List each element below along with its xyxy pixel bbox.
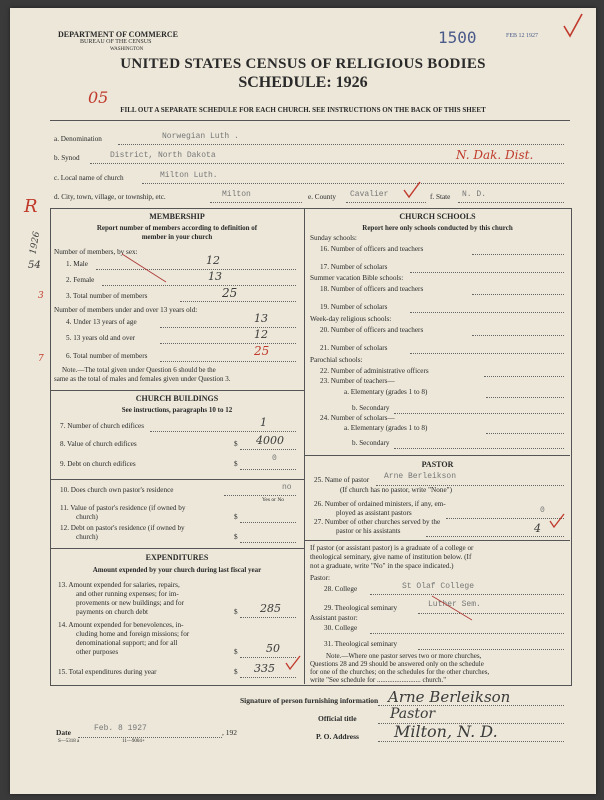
bureau-name: BUREAU OF THE CENSUS xyxy=(80,39,152,45)
city-label: d. City, town, village, or township, etc. xyxy=(54,193,166,201)
schedule-title: SCHEDULE: 1926 xyxy=(238,74,368,91)
pastor-note-1: Note.—Where one pastor serves two or more churches, xyxy=(326,652,482,660)
q14-value: 50 xyxy=(266,642,280,655)
county-label: e. County xyxy=(308,193,336,201)
red-margin-note: 05 xyxy=(88,88,109,107)
synod-label: b. Synod xyxy=(54,154,80,162)
q26-line-1: 26. Number of ordained ministers, if any, em- xyxy=(314,500,446,508)
q15-value: 335 xyxy=(254,662,275,675)
q9-dollar: $ xyxy=(234,460,238,468)
po-address-label: P. O. Address xyxy=(316,732,359,741)
q28-value: St Olaf College xyxy=(402,582,475,591)
q20-label: 20. Number of officers and teachers xyxy=(320,326,424,334)
signature-value: Arne Berleikson xyxy=(388,688,511,706)
pastor-note-3: for one of the churches; on the schedules for the other churches, xyxy=(310,668,490,676)
female-value: 13 xyxy=(208,270,222,283)
state-label: f. State xyxy=(430,193,451,201)
q15-label: 15. Total expenditures during year xyxy=(58,668,157,676)
q22-label: 22. Number of administrative officers xyxy=(320,367,429,375)
q14-line-1: 14. Amount expended for benevolences, in- xyxy=(58,621,184,629)
q10-label: 10. Does church own pastor's residence xyxy=(60,486,174,494)
membership-title: MEMBERSHIP xyxy=(149,212,205,221)
city-value: Milton xyxy=(222,190,251,199)
q13-value: 285 xyxy=(260,602,281,615)
expenditures-sub: Amount expended by your church during last fiscal year xyxy=(92,566,262,574)
q27-line-1: 27. Number of other churches served by the xyxy=(314,518,441,526)
q8-value: 4000 xyxy=(256,434,284,447)
total-6-label: 6. Total number of members xyxy=(66,352,148,360)
assistant-subhead: Assistant pastor: xyxy=(310,614,358,622)
under-13-label: 4. Under 13 years of age xyxy=(66,318,137,326)
over-13-value: 12 xyxy=(254,328,268,341)
summer-heading: Summer vacation Bible schools: xyxy=(310,274,404,282)
q12-label-2: church) xyxy=(76,533,98,541)
form-number: S—5318 a xyxy=(58,739,80,744)
q23b-label: b. Secondary xyxy=(352,404,390,412)
q16-label: 16. Number of officers and teachers xyxy=(320,245,424,253)
q14-line-4: other purposes xyxy=(76,648,119,656)
q31-label: 31. Theological seminary xyxy=(324,640,398,648)
signature-label: Signature of person furnishing information xyxy=(240,696,379,705)
form-title: UNITED STATES CENSUS OF RELIGIOUS BODIES xyxy=(120,56,486,72)
age-heading: Number of members under and over 13 years old: xyxy=(54,306,198,314)
q14-dollar: $ xyxy=(234,648,238,656)
under-13-value: 13 xyxy=(254,312,268,325)
membership-note-1: Note.—The total given under Question 6 should be the xyxy=(62,366,216,374)
po-address-value: Milton, N. D. xyxy=(394,722,498,741)
buildings-sub: See instructions, paragraphs 10 to 12 xyxy=(121,406,233,414)
official-title-label: Official title xyxy=(318,714,357,723)
q27-value: 4 xyxy=(534,522,541,535)
q7-label: 7. Number of church edifices xyxy=(60,422,145,430)
expenditures-title: EXPENDITURES xyxy=(145,553,209,562)
q8-dollar: $ xyxy=(234,440,238,448)
pen-stroke-icon xyxy=(120,252,170,286)
census-schedule-sheet xyxy=(10,8,596,794)
q24a-label: a. Elementary (grades 1 to 8) xyxy=(344,424,428,432)
pen-stroke-icon xyxy=(430,594,476,624)
print-number: 11—9004+ xyxy=(122,739,145,744)
instruction-line: FILL OUT A SEPARATE SCHEDULE FOR EACH CHURCH. SEE INSTRUCTIONS ON THE BACK OF THIS SHEET xyxy=(120,106,486,114)
local-name-label: c. Local name of church xyxy=(54,174,124,182)
q12-label-1: 12. Debt on pastor's residence (if owned by xyxy=(60,524,185,532)
q14-line-2: cluding home and foreign missions; for xyxy=(76,630,190,638)
q28-label: 28. College xyxy=(324,585,358,593)
department-name: DEPARTMENT OF COMMERCE xyxy=(58,30,179,39)
red-check-mark-icon xyxy=(562,12,584,40)
date-value: Feb. 8 1927 xyxy=(94,724,147,733)
total-members-value: 25 xyxy=(222,286,238,300)
q26-value: 0 xyxy=(540,506,545,515)
denomination-label: a. Denomination xyxy=(54,135,102,143)
q29-label: 29. Theological seminary xyxy=(324,604,398,612)
q11-label-2: church) xyxy=(76,513,98,521)
q24b-label: b. Secondary xyxy=(352,439,390,447)
q13-line-1: 13. Amount expended for salaries, repairs, xyxy=(58,581,180,589)
q29-value: Luther Sem. xyxy=(428,600,481,609)
total-members-label: 3. Total number of members xyxy=(66,292,148,300)
weekday-heading: Week-day religious schools: xyxy=(310,315,392,323)
parochial-heading: Parochial schools: xyxy=(310,356,363,364)
state-value: N. D. xyxy=(462,190,487,199)
margin-7: 7 xyxy=(38,354,44,364)
q24-label: 24. Number of scholars— xyxy=(320,414,395,422)
bureau-city: WASHINGTON xyxy=(110,47,144,52)
pastor-subhead: Pastor: xyxy=(310,574,330,582)
synod-value: District, North Dakota xyxy=(110,151,216,160)
male-value: 12 xyxy=(206,254,220,267)
red-tick-icon xyxy=(548,512,566,530)
q17-label: 17. Number of scholars xyxy=(320,263,388,271)
margin-year: 1926 xyxy=(28,230,43,256)
local-name-value: Milton Luth. xyxy=(160,171,218,180)
pastor-note-2: Questions 28 and 29 should be answered only on the schedule xyxy=(310,660,484,668)
q12-dollar: $ xyxy=(234,533,238,541)
pastor-note-4: write "See schedule for ......................... church." xyxy=(310,676,447,684)
graduate-note-3: not a graduate, write "No" in the space indicated.) xyxy=(310,562,454,570)
stamp-number: 1500 xyxy=(438,28,477,47)
q13-line-2: and other running expenses; for im- xyxy=(76,590,179,598)
margin-54: 54 xyxy=(28,260,41,271)
schools-sub: Report here only schools conducted by this church xyxy=(362,224,513,232)
q30-label: 30. College xyxy=(324,624,358,632)
membership-sub2: member in your church xyxy=(141,233,213,241)
county-value: Cavalier xyxy=(350,190,389,199)
female-label: 2. Female xyxy=(66,276,95,284)
date-label: Date xyxy=(56,728,71,737)
date-year-suffix: , 192 xyxy=(222,728,237,737)
total-6-value: 25 xyxy=(254,344,270,358)
synod-red-annotation: N. Dak. Dist. xyxy=(456,148,534,162)
q27-line-2: pastor or his assistants xyxy=(336,527,401,535)
margin-r: R xyxy=(24,196,38,217)
q7-value: 1 xyxy=(260,416,267,429)
red-tick-icon xyxy=(284,654,302,672)
q21-label: 21. Number of scholars xyxy=(320,344,388,352)
q18-label: 18. Number of officers and teachers xyxy=(320,285,424,293)
by-sex-heading: Number of members, by sex: xyxy=(54,248,138,256)
q14-line-3: denominational support; and for all xyxy=(76,639,178,647)
pastor-title: PASTOR xyxy=(421,460,454,469)
yes-or-no-hint: Yes or No xyxy=(262,497,285,503)
q11-label-1: 11. Value of pastor's residence (if owned by xyxy=(60,504,186,512)
graduate-note-2: theological seminary, give name of institution below. (If xyxy=(310,553,472,561)
q25-label: 25. Name of pastor xyxy=(314,476,370,484)
q25-hint: (If church has no pastor, write "None") xyxy=(340,486,452,494)
q23a-label: a. Elementary (grades 1 to 8) xyxy=(344,388,428,396)
male-label: 1. Male xyxy=(66,260,88,268)
q13-line-3: provements or new buildings; and for xyxy=(76,599,184,607)
membership-note-2: same as the total of males and females given under Question 3. xyxy=(54,375,231,383)
membership-sub1: Report number of members according to definition of xyxy=(96,224,258,232)
q25-value: Arne Berleikson xyxy=(384,472,457,481)
stamp-date: FEB 12 1927 xyxy=(506,33,539,39)
official-title-value: Pastor xyxy=(390,706,436,722)
q9-label: 9. Debt on church edifices xyxy=(60,460,136,468)
over-13-label: 5. 13 years old and over xyxy=(66,334,136,342)
q26-line-2: ployed as assistant pastors xyxy=(336,509,412,517)
buildings-title: CHURCH BUILDINGS xyxy=(135,394,219,403)
q11-dollar: $ xyxy=(234,513,238,521)
q13-dollar: $ xyxy=(234,608,238,616)
margin-3: 3 xyxy=(38,291,44,301)
q9-value: 0 xyxy=(272,454,277,463)
q23-label: 23. Number of teachers— xyxy=(320,377,395,385)
q19-label: 19. Number of scholars xyxy=(320,303,388,311)
denomination-value: Norwegian Luth . xyxy=(162,132,239,141)
q8-label: 8. Value of church edifices xyxy=(60,440,137,448)
red-tick-icon xyxy=(402,180,424,200)
schools-title: CHURCH SCHOOLS xyxy=(399,212,476,221)
q15-dollar: $ xyxy=(234,668,238,676)
q10-value: no xyxy=(282,483,292,492)
sunday-heading: Sunday schools: xyxy=(310,234,357,242)
graduate-note-1: If pastor (or assistant pastor) is a graduate of a college or xyxy=(310,544,474,552)
q13-line-4: payments on church debt xyxy=(76,608,149,616)
